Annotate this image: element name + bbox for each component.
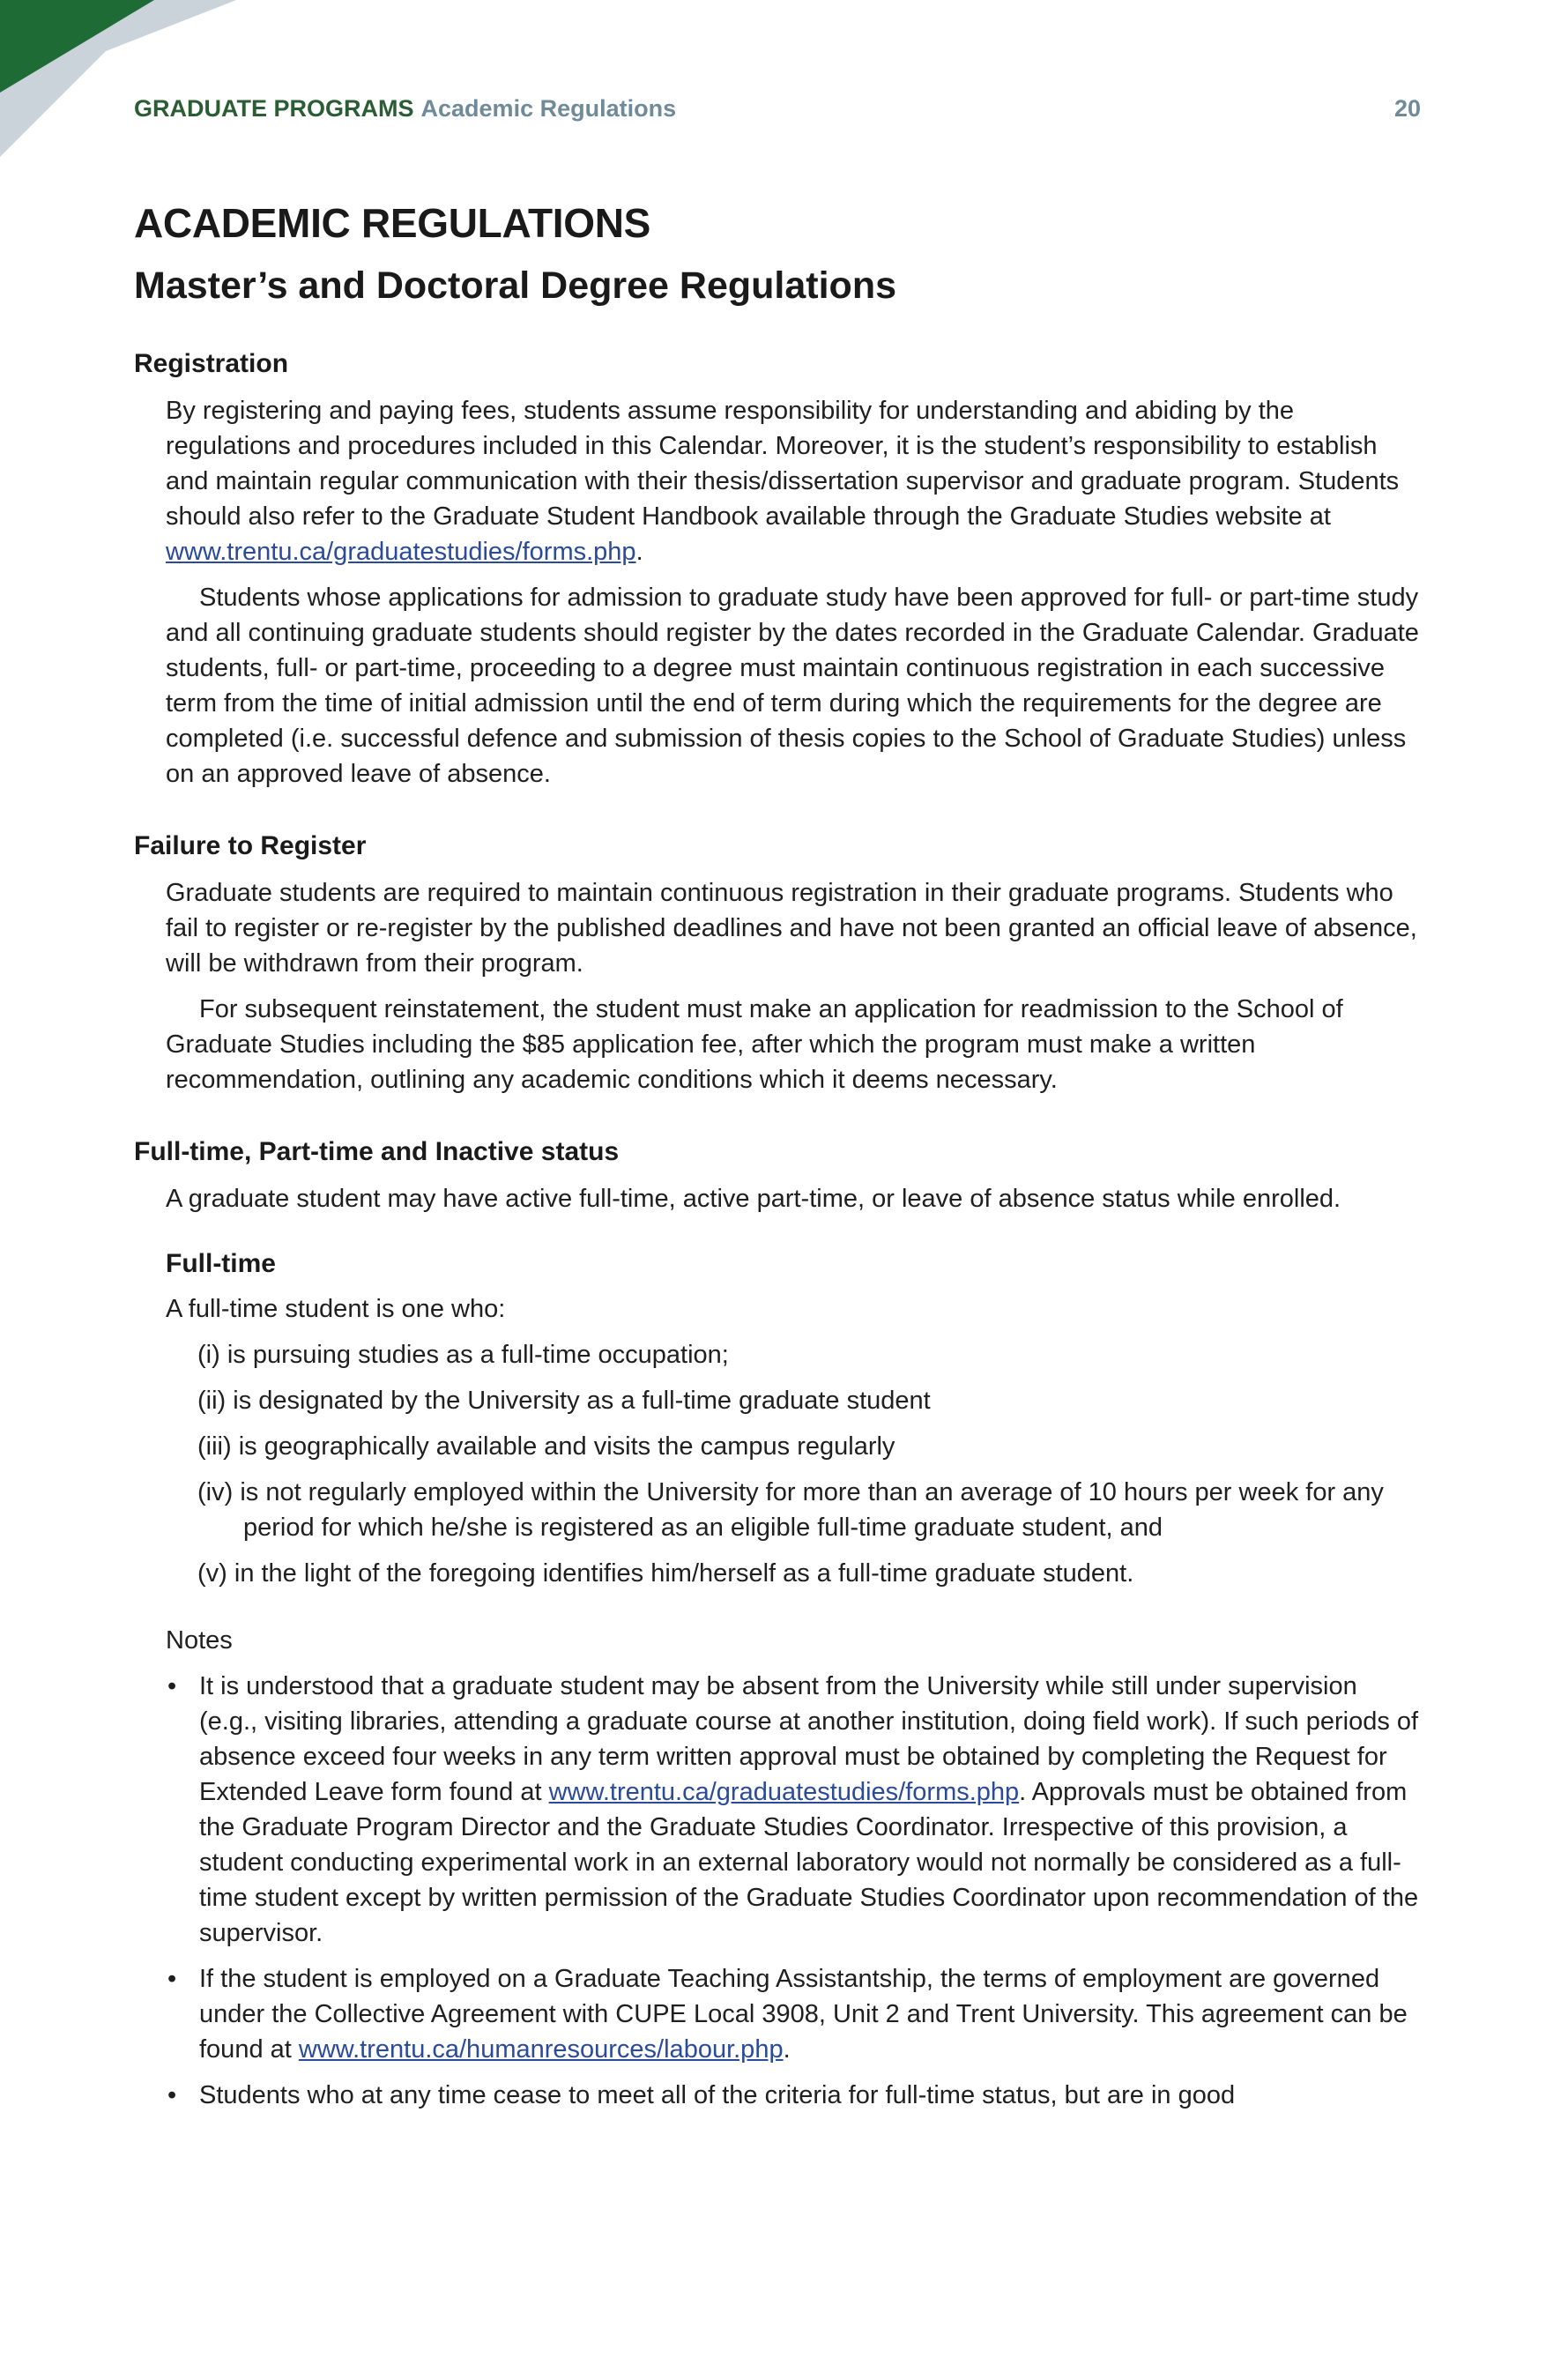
criteria-item: (iv) is not regularly employed within the University for more than an average of 10 hours per week for any period for which he/she is registered as an eligible full-time graduate student, and <box>197 1477 1384 1542</box>
criteria-item: (iii) is geographically available and visits the campus regularly <box>197 1432 895 1461</box>
forms-link[interactable]: www.trentu.ca/graduatestudies/forms.php <box>548 1777 1020 1806</box>
running-header <box>134 95 1421 138</box>
registration-section <box>166 393 1421 792</box>
subtitle: Master’s and Doctoral Degree Regulations <box>134 264 896 308</box>
header-section: GRADUATE PROGRAMS <box>134 95 414 122</box>
failure-paragraph-2: For subsequent reinstatement, the student must make an application for readmission to the School of Graduate Studies including the $85 application fee, after which the program must make a written recommendation, outlining any academic conditions which it deems necessary. <box>166 994 1343 1094</box>
notes-list <box>166 1669 1421 2113</box>
status-paragraph: A graduate student may have active full-time, active part-time, or leave of absence status while enrolled. <box>166 1184 1341 1213</box>
fulltime-criteria-list <box>166 1337 1421 1591</box>
notes-label: Notes <box>166 1625 233 1655</box>
status-section <box>166 1181 1421 1216</box>
registration-paragraph-2: Students whose applications for admission to graduate study have been approved for full- or part-time study and all continuing graduate students should register by the dates recorded in the Graduate Calendar. Graduate students, full- or part-time, proceeding to a degree must maintain continuous registration in each successive term from the time of initial admission until the end of term during which the requirements for the degree are completed (i.e. successful defence and submission of thesis copies to the School of Graduate Studies) unless on an approved leave of absence. <box>166 583 1419 788</box>
registration-paragraph-1: By registering and paying fees, students assume responsibility for understanding and abiding by the regulations and procedures included in this Calendar. Moreover, it is the student’s responsibility to establish and maintain regular communication with their thesis/dissertation supervisor and graduate program. Students should also refer to the Graduate Student Handbook available through the Graduate Studies website at www.trentu.ca/graduatestudies/forms.php. <box>166 396 1400 566</box>
failure-heading: Failure to Register <box>134 830 367 860</box>
page-number: 20 <box>1393 95 1421 122</box>
note-item: • It is understood that a graduate student may be absent from the University while still under supervision (e.g., visiting libraries, attending a graduate course at another institution, doing field work). If such periods of absence exceed four weeks in any term written approval must be obtained by completing the Request for Extended Leave form found at www.trentu.ca/graduatestudies/forms.php. Approvals must be obtained from the Graduate Program Director and the Graduate Studies Coordinator. Irrespective of this provision, a student conducting experimental work in an external laboratory would not normally be considered as a full-time student except by written permission of the Graduate Studies Coordinator upon recommendation of the supervisor. <box>166 1669 1421 1951</box>
labour-link[interactable]: www.trentu.ca/humanresources/labour.php <box>298 2034 784 2064</box>
note-item: • Students who at any time cease to meet all of the criteria for full-time status, but are in good <box>166 2078 1421 2113</box>
main-title: ACADEMIC REGULATIONS <box>134 200 651 246</box>
criteria-item: (i) is pursuing studies as a full-time occupation; <box>197 1340 729 1369</box>
page-content <box>134 95 1421 2113</box>
bullet-icon: • <box>167 1671 177 1700</box>
note-item: • If the student is employed on a Graduate Teaching Assistantship, the terms of employment are governed under the Collective Agreement with CUPE Local 3908, Unit 2 and Trent University. This agreement can be found at www.trentu.ca/humanresources/labour.php. <box>166 1961 1421 2067</box>
header-title: Academic Regulations <box>420 95 677 122</box>
bullet-icon: • <box>167 2080 177 2109</box>
registration-heading: Registration <box>134 348 289 378</box>
forms-link[interactable]: www.trentu.ca/graduatestudies/forms.php <box>166 537 636 566</box>
criteria-item: (ii) is designated by the University as a full-time graduate student <box>197 1386 931 1415</box>
failure-paragraph-1: Graduate students are required to maintain continuous registration in their graduate programs. Students who fail to register or re-register by the published deadlines and have not been granted an official leave of absence, will be withdrawn from their program. <box>166 878 1417 978</box>
failure-section <box>166 875 1421 1097</box>
bullet-icon: • <box>167 1964 177 1993</box>
criteria-item: (v) in the light of the foregoing identifies him/herself as a full-time graduate student. <box>197 1558 1134 1588</box>
fulltime-heading: Full-time <box>166 1248 276 1278</box>
fulltime-intro: A full-time student is one who: <box>166 1294 506 1323</box>
status-heading: Full-time, Part-time and Inactive status <box>134 1136 620 1166</box>
